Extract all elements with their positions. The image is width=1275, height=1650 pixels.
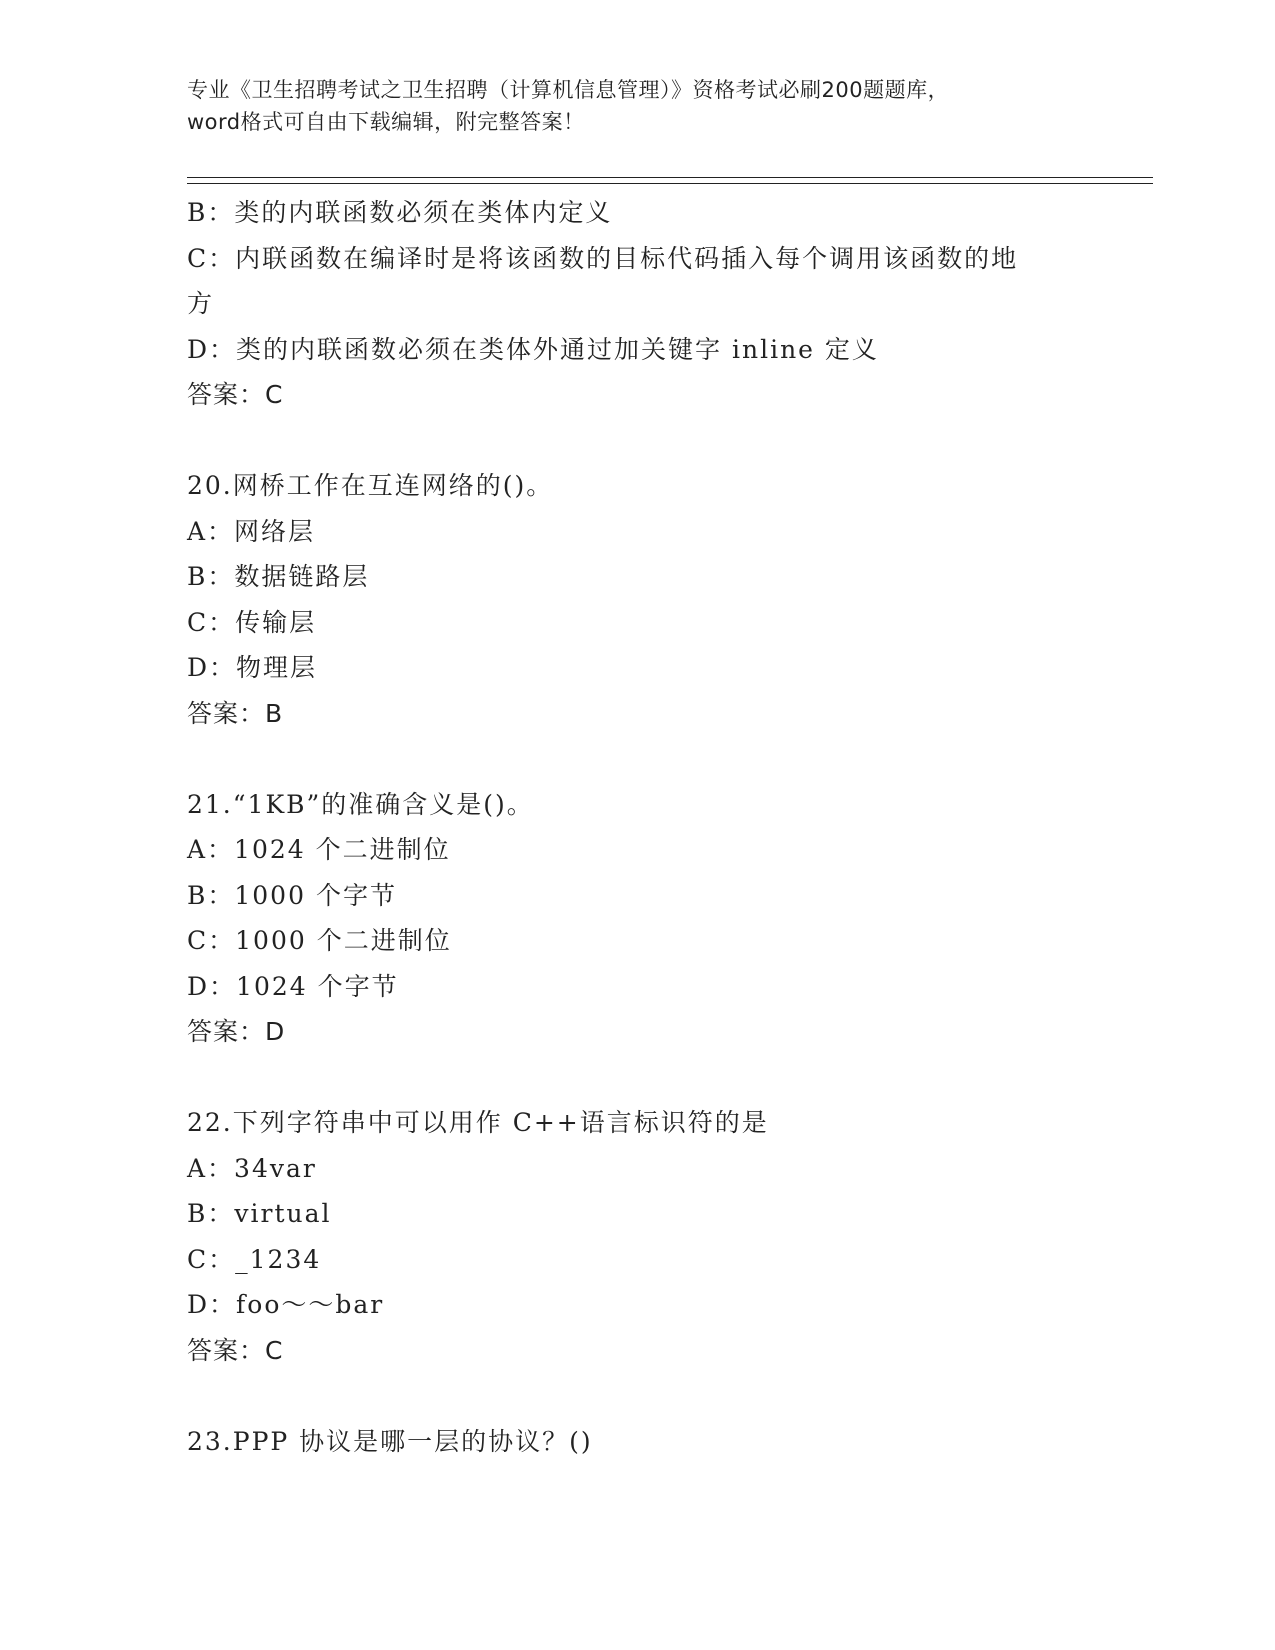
q21-stem: 21.“1KB”的准确含义是()。 — [187, 789, 534, 819]
q22-stem: 22.下列字符串中可以用作 C++语言标识符的是 — [187, 1108, 769, 1137]
q19-answer: 答案：C — [187, 380, 284, 409]
q19-option-b: B：类的内联函数必须在类体内定义 — [187, 198, 613, 227]
header-line-2: word格式可自由下载编辑，附完整答案！ — [187, 110, 585, 134]
header-line-1: 专业《卫生招聘考试之卫生招聘（计算机信息管理）》资格考试必刷200题题库， — [187, 78, 950, 102]
header-divider-top — [187, 177, 1153, 178]
spacer — [187, 1055, 1087, 1101]
q22-option-d: D：foo～～bar — [187, 1290, 385, 1319]
q23-stem: 23.PPP 协议是哪一层的协议？() — [187, 1426, 593, 1456]
q22-option-c: C：_1234 — [187, 1244, 322, 1274]
question-23-block — [187, 1419, 1087, 1465]
q19-option-c-line-2: 方 — [187, 289, 215, 318]
q19-option-c-line-1: C：内联函数在编译时是将该函数的目标代码插入每个调用该函数的地 — [187, 243, 1019, 273]
q21-option-b: B：1000 个字节 — [187, 880, 397, 910]
q21-option-d: D：1024 个字节 — [187, 971, 399, 1001]
q20-option-c: C：传输层 — [187, 607, 317, 637]
spacer — [187, 1373, 1087, 1419]
q19-option-d: D：类的内联函数必须在类体外通过加关键字 inline 定义 — [187, 334, 879, 364]
spacer — [187, 736, 1087, 782]
q20-option-b: B：数据链路层 — [187, 562, 370, 591]
document-header — [187, 74, 1107, 138]
q21-option-a: A：1024 个二进制位 — [187, 835, 451, 864]
q22-option-a: A：34var — [187, 1153, 317, 1183]
q20-stem: 20.网桥工作在互连网络的()。 — [187, 471, 554, 500]
q22-answer: 答案：C — [187, 1335, 284, 1365]
question-22-block — [187, 1100, 1087, 1373]
header-divider-bottom — [187, 183, 1153, 184]
question-list — [187, 190, 1087, 1464]
q20-option-d: D：物理层 — [187, 653, 318, 682]
q21-option-c: C：1000 个二进制位 — [187, 926, 452, 955]
question-19-block — [187, 190, 1087, 418]
question-20-block — [187, 463, 1087, 736]
spacer — [187, 418, 1087, 464]
q20-option-a: A：网络层 — [187, 516, 316, 546]
q22-option-b: B：virtual — [187, 1199, 332, 1228]
q21-answer: 答案：D — [187, 1017, 286, 1046]
question-21-block — [187, 782, 1087, 1055]
q20-answer: 答案：B — [187, 698, 284, 728]
